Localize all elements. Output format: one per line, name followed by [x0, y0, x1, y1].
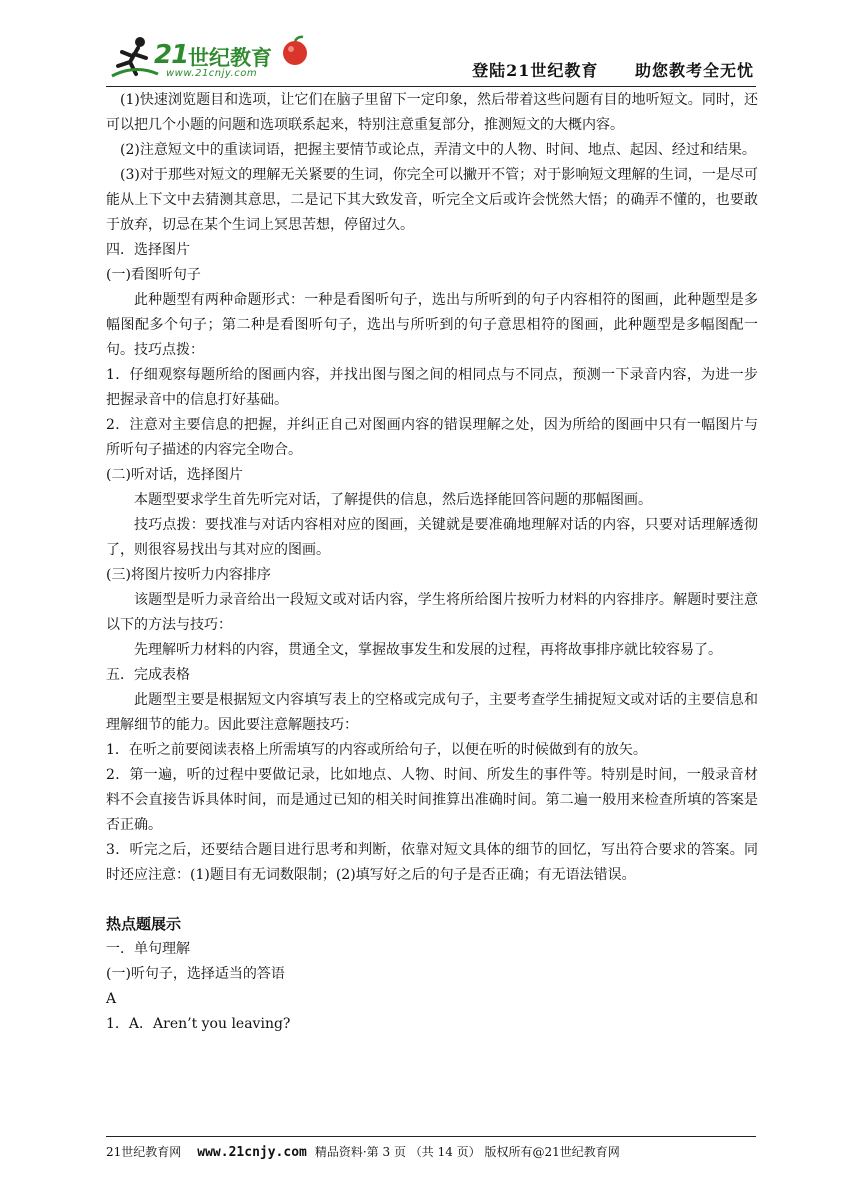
paragraph: (三)将图片按听力内容排序	[106, 567, 271, 583]
paragraph: 技巧点拨：要找准与对话内容相对应的图画，关键就是要准确地理解对话的内容，只要对话理解透彻了，则很容易找出与其对应的图画。	[106, 517, 758, 558]
logo-url: www.21cnjy.com	[166, 68, 258, 79]
paragraph: (一)听句子，选择适当的答语	[106, 966, 285, 982]
header-slogan	[442, 58, 754, 81]
paragraph: (一)看图听句子	[106, 267, 201, 283]
paragraph: (二)听对话，选择图片	[106, 467, 243, 483]
logo-text: 世纪教育	[188, 46, 272, 70]
paragraph: 先理解听力材料的内容，贯通全文，掌握故事发生和发展的过程，再将故事排序就比较容易了。	[134, 642, 722, 658]
apple-icon	[278, 34, 312, 68]
paragraph: 1．在听之前要阅读表格上所需填写的内容或所给句子，以便在听的时候做到有的放矢。	[106, 742, 647, 758]
section-title: 热点题展示	[106, 915, 182, 933]
paragraph: 2．第一遍，听的过程中要做记录，比如地点、人物、时间、所发生的事件等。特别是时间，一般录音材料不会直接告诉具体时间，而是通过已知的相关时间推算出准确时间。第二遍一般用来检查所填的答案是否正确。	[106, 767, 758, 833]
slogan-right: 助您教考全无忧	[634, 61, 754, 80]
slogan-left: 登陆21世纪教育	[472, 61, 599, 80]
paragraph: 一．单句理解	[106, 941, 190, 957]
footer-info: 精品资料·第 3 页 （共 14 页） 版权所有@21世纪教育网	[314, 1145, 620, 1159]
paragraph-list	[106, 88, 758, 888]
paragraph: 本题型要求学生首先听完对话，了解提供的信息，然后选择能回答问题的那幅图画。	[134, 492, 652, 508]
page-footer	[106, 1136, 756, 1167]
footer-url: www.21cnjy.com	[197, 1145, 307, 1160]
paragraph: 2．注意对主要信息的把握，并纠正自己对图画内容的错误理解之处，因为所给的图画中只有一幅图片与所听句子描述的内容完全吻合。	[106, 417, 758, 458]
paragraph: 该题型是听力录音给出一段短文或对话内容，学生将所给图片按听力材料的内容排序。解题时要注意以下的方法与技巧：	[106, 592, 758, 633]
logo-number: 21	[154, 40, 189, 70]
paragraph: (3)对于那些对短文的理解无关紧要的生词，你完全可以撇开不管；对于影响短文理解的生词，一是尽可能从上下文中去猜测其意思，二是记下其大致发音，听完全文后或许会恍然大悟；的确弄不懂的，也要敢于放弃，切忌在某个生词上冥思苦想，停留过久。	[106, 167, 758, 233]
footer-text	[106, 1143, 620, 1160]
paragraph: 3．听完之后，还要结合题目进行思考和判断，依靠对短文具体的细节的回忆，写出符合要求的答案。同时还应注意：(1)题目有无词数限制；(2)填写好之后的句子是否正确；有无语法错误。	[106, 842, 758, 883]
paragraph: 1．仔细观察每题所给的图画内容，并找出图与图之间的相同点与不同点，预测一下录音内容，为进一步把握录音中的信息打好基础。	[106, 367, 758, 408]
spacer	[106, 888, 758, 912]
document-body	[106, 88, 758, 1037]
paragraph: (1)快速浏览题目和选项，让它们在脑子里留下一定印象，然后带着这些问题有目的地听短文。同时，还可以把几个小题的问题和选项联系起来，特别注意重复部分，推测短文的大概内容。	[106, 92, 758, 133]
paragraph: 此题型主要是根据短文内容填写表上的空格或完成句子，主要考查学生捕捉短文或对话的主要信息和理解细节的能力。因此要注意解题技巧：	[106, 692, 758, 733]
paragraph: 五．完成表格	[106, 667, 190, 683]
runner-icon	[110, 34, 160, 80]
page-header	[106, 30, 756, 87]
paragraph: (2)注意短文中的重读词语，把握主要情节或论点，弄清文中的人物、时间、地点、起因、经过和结果。	[120, 142, 756, 158]
paragraph: A	[106, 991, 117, 1007]
footer-site: 21世纪教育网	[106, 1145, 182, 1159]
paragraph: 1．A．Aren’t you leaving?	[106, 1016, 291, 1032]
paragraph: 此种题型有两种命题形式：一种是看图听句子，选出与所听到的句子内容相符的图画，此种题型是多幅图配多个句子；第二种是看图听句子，选出与所听到的句子意思相符的图画，此种题型是多幅图配一句。技巧点拨：	[106, 292, 758, 358]
site-logo	[110, 30, 310, 84]
paragraph: 四．选择图片	[106, 242, 190, 258]
